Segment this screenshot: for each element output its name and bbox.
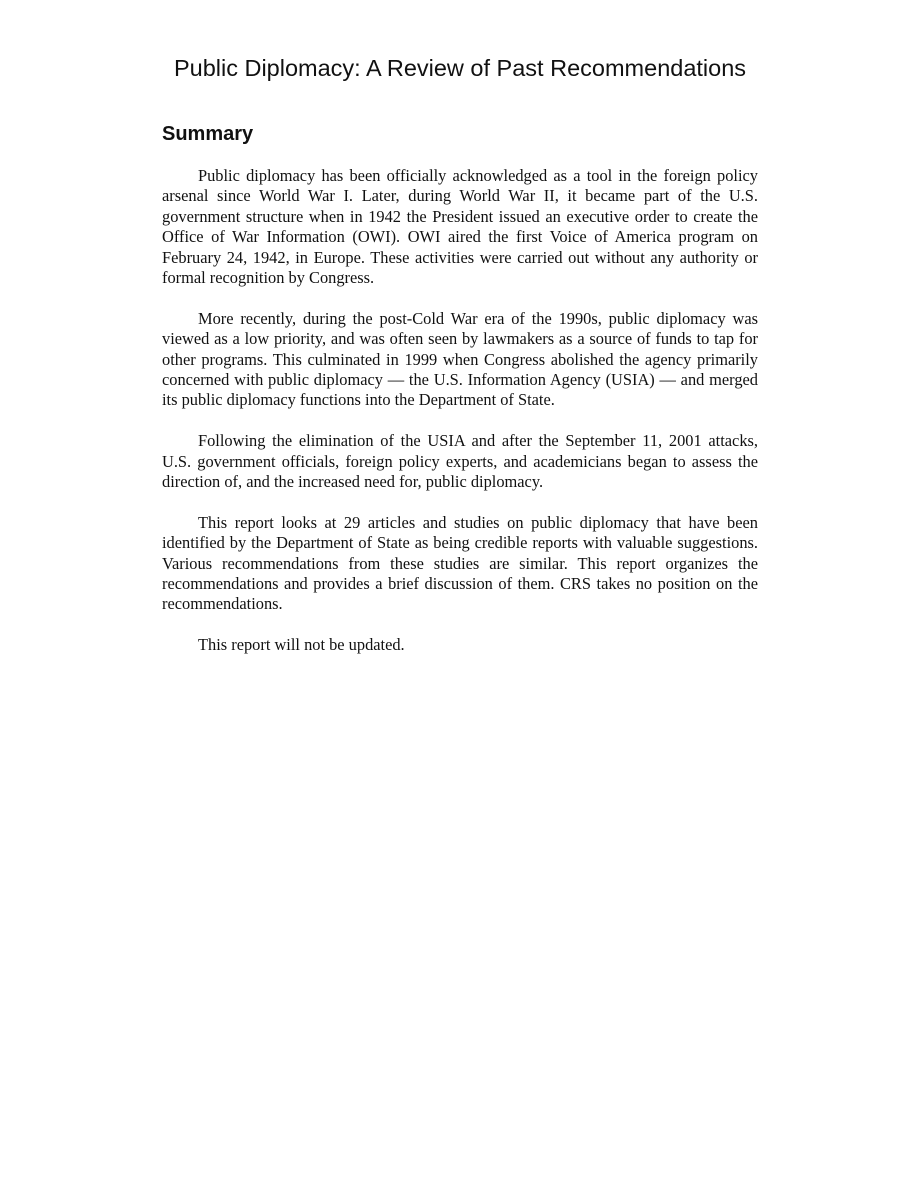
summary-paragraph-2: More recently, during the post-Cold War era of the 1990s, public diplomacy was viewed as a low priority, and was often seen by lawmakers as a source of funds to tap for other programs. This culminated in 1999 when Congress abolished the agency primarily concerned with public diplomacy — the U.S. Information Agency (USIA) — and merged its public diplomacy functions into the Department of State. <box>162 308 758 410</box>
section-heading-summary: Summary <box>162 123 254 145</box>
page-title: Public Diplomacy: A Review of Past Recommendations <box>173 55 747 81</box>
summary-paragraph-5: This report will not be updated. <box>198 635 405 655</box>
summary-paragraph-3: Following the elimination of the USIA and after the September 11, 2001 attacks, U.S. government officials, foreign policy experts, and academicians began to assess the direction of, and the increased need for, public diplomacy. <box>162 431 758 492</box>
summary-paragraph-4: This report looks at 29 articles and studies on public diplomacy that have been identified by the Department of State as being credible reports with valuable suggestions. Various recommendations from these studies are similar. This report organizes the recommendations and provides a brief discussion of them. CRS takes no position on the recommendations. <box>162 512 758 614</box>
summary-body <box>162 166 758 656</box>
summary-paragraph-1: Public diplomacy has been officially acknowledged as a tool in the foreign policy arsenal since World War I. Later, during World War II, it became part of the U.S. government structure when in 1942 the President issued an executive order to create the Office of War Information (OWI). OWI aired the first Voice of America program on February 24, 1942, in Europe. These activities were carried out without any authority or formal recognition by Congress. <box>162 166 758 288</box>
